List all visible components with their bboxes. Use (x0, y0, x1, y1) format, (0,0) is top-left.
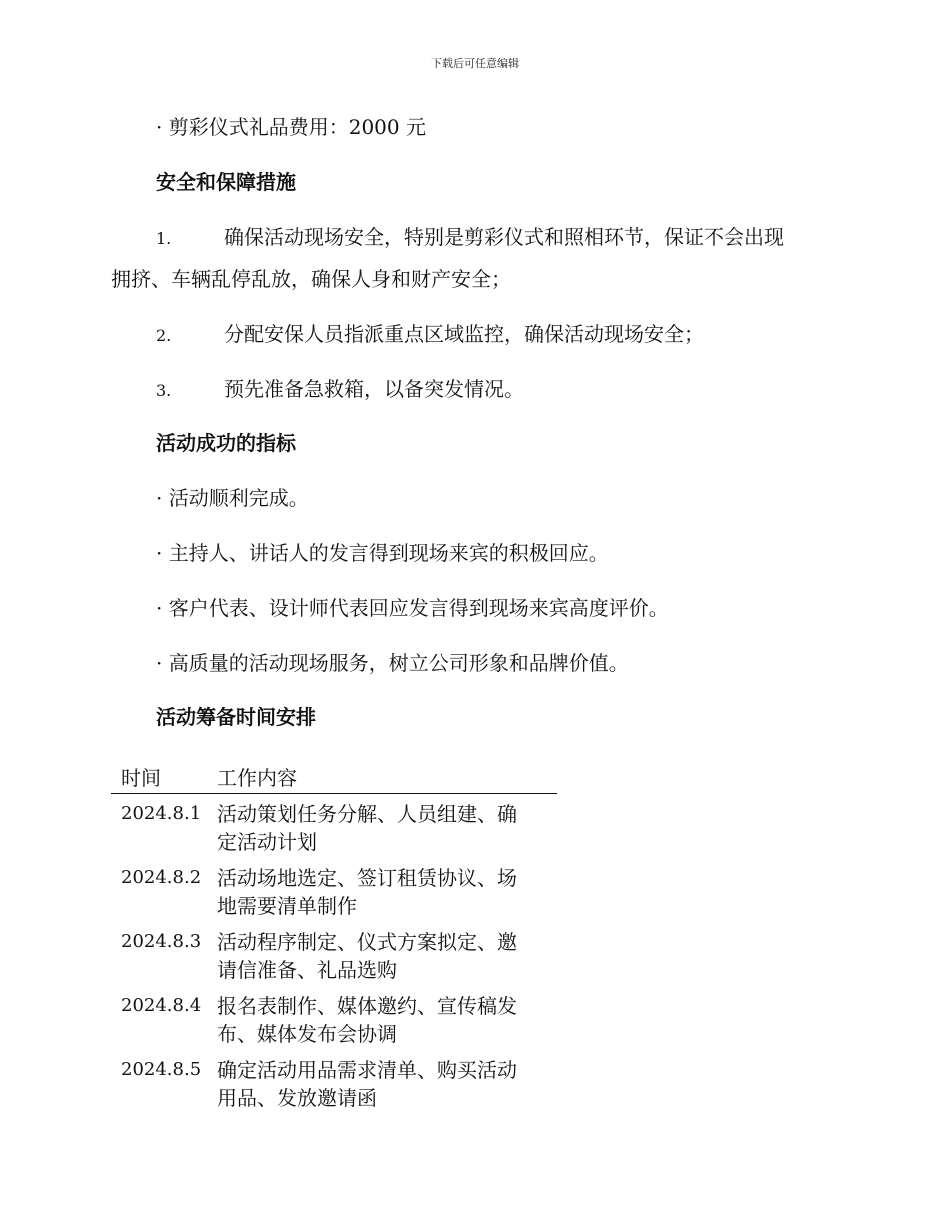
row-date: 2024.8.5 (121, 1059, 202, 1080)
row-content-line: 活动场地选定、签订租赁协议、场 (217, 866, 517, 890)
list-number: 1. (156, 229, 172, 248)
row-date: 2024.8.3 (121, 931, 202, 952)
safety-heading: 安全和保障措施 (156, 170, 296, 194)
table-row (111, 986, 557, 1050)
gift-cost-line: · 剪彩仪式礼品费用：2000 元 (156, 115, 426, 139)
success-item: · 客户代表、设计师代表回应发言得到现场来宾高度评价。 (156, 596, 669, 620)
column-header-content: 工作内容 (207, 760, 557, 794)
row-content-line: 确定活动用品需求清单、购买活动 (217, 1058, 517, 1082)
success-item: · 高质量的活动现场服务，树立公司形象和品牌价值。 (156, 651, 629, 675)
safety-item-text: 确保活动现场安全，特别是剪彩仪式和照相环节，保证不会出现 (224, 225, 784, 249)
row-content-line: 用品、发放邀请函 (217, 1086, 377, 1110)
row-content (207, 922, 557, 986)
row-content-line: 活动策划任务分解、人员组建、确 (217, 802, 517, 826)
row-content-line: 地需要清单制作 (217, 894, 357, 918)
page-header-note: 下载后可任意编辑 (431, 57, 519, 70)
row-date: 2024.8.2 (121, 867, 202, 888)
table-header-row (111, 760, 557, 794)
safety-item-text: 分配安保人员指派重点区域监控，确保活动现场安全； (224, 322, 704, 346)
row-content (207, 1050, 557, 1114)
row-date: 2024.8.1 (121, 803, 202, 824)
row-content (207, 794, 557, 859)
row-content-line: 请信准备、礼品选购 (217, 958, 397, 982)
list-number: 2. (156, 326, 172, 345)
schedule-table (111, 760, 557, 1114)
row-content-line: 布、媒体发布会协调 (217, 1022, 397, 1046)
safety-item-2 (156, 322, 704, 348)
table-row (111, 1050, 557, 1114)
table-row (111, 794, 557, 859)
safety-item-1 (156, 225, 784, 251)
table-row (111, 922, 557, 986)
row-content (207, 858, 557, 922)
success-heading: 活动成功的指标 (156, 431, 296, 455)
row-content-line: 活动程序制定、仪式方案拟定、邀 (217, 930, 517, 954)
list-number: 3. (156, 381, 172, 400)
safety-item-text: 预先准备急救箱，以备突发情况。 (224, 377, 524, 401)
success-item: · 活动顺利完成。 (156, 486, 309, 510)
safety-item-3 (156, 377, 524, 403)
row-content-line: 报名表制作、媒体邀约、宣传稿发 (217, 994, 517, 1018)
table-row (111, 858, 557, 922)
row-content (207, 986, 557, 1050)
row-content-line: 定活动计划 (217, 830, 317, 854)
column-header-time: 时间 (111, 760, 207, 794)
row-date: 2024.8.4 (121, 995, 202, 1016)
success-item: · 主持人、讲话人的发言得到现场来宾的积极回应。 (156, 541, 609, 565)
schedule-heading: 活动筹备时间安排 (156, 705, 316, 729)
safety-item-1-continuation: 拥挤、车辆乱停乱放，确保人身和财产安全； (111, 267, 511, 291)
